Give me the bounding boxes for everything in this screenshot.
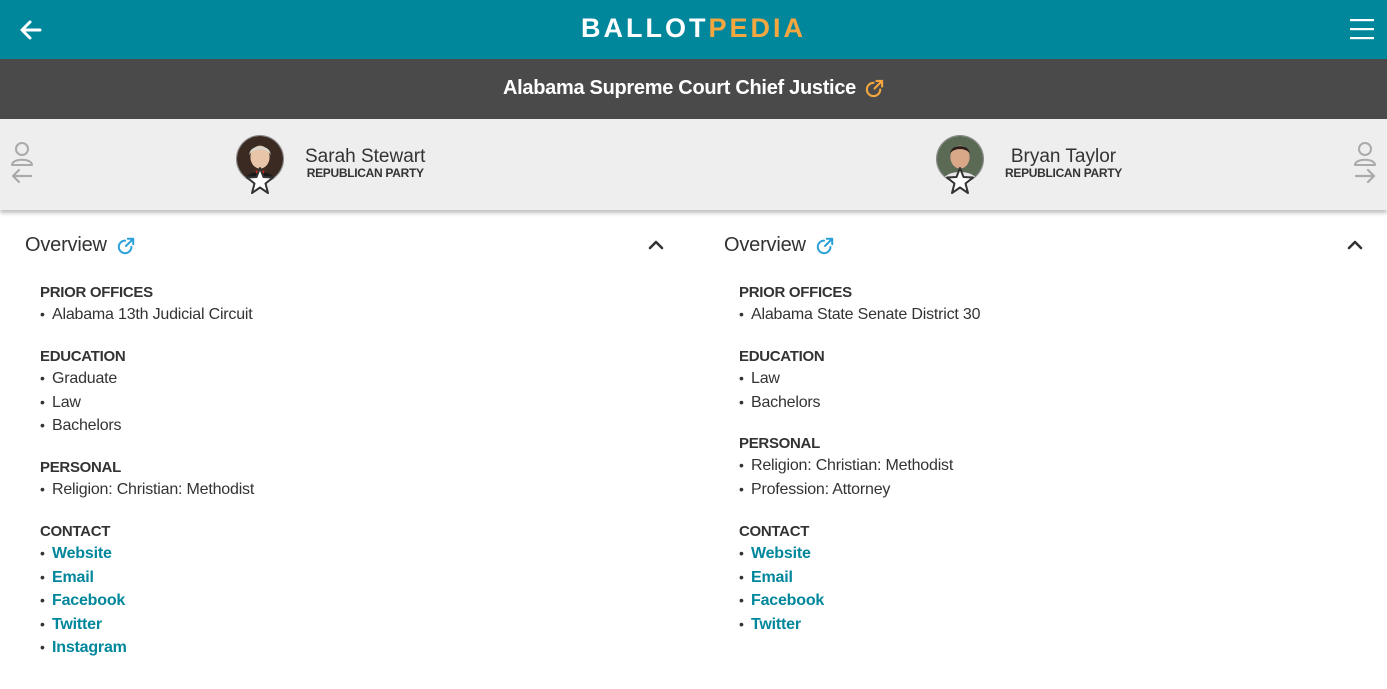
next-candidate-icon[interactable]	[1352, 141, 1378, 185]
overview-title: Overview	[25, 234, 107, 256]
previous-candidate-icon[interactable]	[9, 141, 35, 185]
list-item: • Profession: Attorney	[739, 480, 891, 498]
race-title-bar	[0, 59, 1387, 119]
section-heading: EDUCATION	[739, 348, 825, 365]
contact-link-email[interactable]: • Email	[40, 568, 94, 586]
list-item: • Graduate	[40, 370, 118, 387]
contact-link-twitter[interactable]: • Twitter	[40, 615, 102, 633]
candidate-comparison-bar	[0, 119, 1387, 210]
contact-link-instagram[interactable]: • Instagram	[40, 639, 127, 656]
personal-section	[739, 434, 1339, 501]
section-heading: PERSONAL	[739, 435, 820, 452]
candidate-party: REPUBLICAN PARTY	[306, 166, 424, 180]
list-item: • Religion: Christian: Methodist	[40, 481, 255, 498]
hamburger-menu-icon[interactable]	[1350, 18, 1374, 40]
section-heading: CONTACT	[40, 523, 111, 540]
candidate-name: Bryan Taylor	[1010, 146, 1117, 167]
top-app-bar	[0, 0, 1387, 59]
list-item: • Bachelors	[40, 417, 122, 434]
list-item: • Law	[40, 393, 81, 411]
contact-link-facebook[interactable]: • Facebook	[40, 592, 126, 609]
contact-section	[739, 522, 1339, 636]
education-section	[40, 347, 640, 438]
external-link-icon[interactable]	[816, 237, 834, 255]
external-link-icon[interactable]	[865, 79, 884, 98]
list-item: • Alabama 13th Judicial Circuit	[40, 306, 253, 323]
section-heading: EDUCATION	[40, 348, 126, 365]
chevron-up-icon[interactable]	[1347, 238, 1363, 250]
section-heading: PRIOR OFFICES	[40, 284, 153, 301]
section-heading: PERSONAL	[40, 459, 121, 476]
candidate-overview-left	[0, 210, 680, 689]
candidate-name: Sarah Stewart	[305, 146, 426, 167]
candidate-overview-right	[699, 210, 1379, 689]
list-item: • Bachelors	[739, 393, 821, 411]
race-title: Alabama Supreme Court Chief Justice	[503, 77, 856, 99]
candidate-header-right[interactable]	[936, 135, 1122, 183]
candidate-header-left[interactable]	[236, 135, 425, 183]
prior-offices-section	[739, 283, 1339, 327]
contact-link-email[interactable]: • Email	[739, 568, 793, 586]
education-section	[739, 347, 1339, 414]
contact-link-twitter[interactable]: • Twitter	[739, 615, 801, 633]
contact-section	[40, 522, 640, 660]
section-heading: CONTACT	[739, 523, 810, 540]
candidate-party: REPUBLICAN PARTY	[1005, 166, 1122, 180]
personal-section	[40, 458, 640, 502]
list-item: • Religion: Christian: Methodist	[739, 457, 954, 474]
list-item: • Alabama State Senate District 30	[739, 306, 981, 323]
section-heading: PRIOR OFFICES	[739, 284, 852, 301]
overview-title: Overview	[724, 234, 806, 256]
favorite-star-icon[interactable]	[245, 166, 275, 196]
list-item: • Law	[739, 370, 780, 387]
ballotpedia-logo[interactable]: BALLOTPEDIA	[580, 13, 806, 43]
contact-link-website[interactable]: • Website	[40, 545, 112, 562]
contact-link-website[interactable]: • Website	[739, 545, 811, 562]
favorite-star-icon[interactable]	[945, 166, 975, 196]
chevron-up-icon[interactable]	[648, 238, 664, 250]
prior-offices-section	[40, 283, 640, 327]
external-link-icon[interactable]	[117, 237, 135, 255]
contact-link-facebook[interactable]: • Facebook	[739, 592, 825, 609]
